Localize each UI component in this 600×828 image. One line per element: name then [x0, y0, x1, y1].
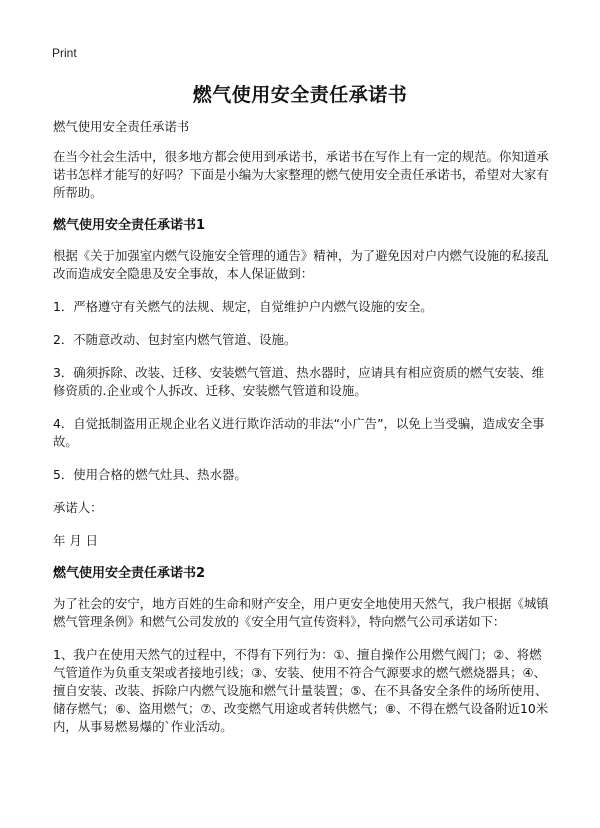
document-title: 燃气使用安全责任承诺书	[192, 84, 408, 106]
list-item: 4．自觉抵制盗用正规企业名义进行欺诈活动的非法“小广告”，以免上当受骗，造成安全事故。	[53, 416, 545, 449]
list-item: 1、我户在使用天然气的过程中，不得有下列行为：①、擅自操作公用燃气阀门；②、将燃气管道作为负重支架或者接地引线；③、安装、使用不符合气源要求的燃气燃烧器具；④、擅自安装、改装、拆除户内燃气设施和燃气计量装置；⑤、在不具备安全条件的场所使用、储存燃气；⑥、盗用燃气；⑦、改变燃气用途或者转供燃气；⑧、不得在燃气设备附近10米内，从事易燃易爆的`作业活动。	[53, 647, 549, 734]
list-item: 2．不随意改动、包封室内燃气管道、设施。	[53, 332, 297, 347]
section-lead: 为了社会的安宁，地方百姓的生命和财产安全，用户更安全地使用天然气，我户根据《城镇燃气管理条例》和燃气公司发放的《安全用气宣传资料》，特向燃气公司承诺如下：	[53, 596, 549, 629]
list-item: 1．严格遵守有关燃气的法规、规定，自觉维护户内燃气设施的安全。	[53, 299, 433, 314]
section-lead: 根据《关于加强室内燃气设施安全管理的通告》精神，为了避免因对户内燃气设施的私接乱改而造成安全隐患及安全事故，本人保证做到：	[53, 248, 549, 281]
intro-paragraph: 在当今社会生活中，很多地方都会使用到承诺书，承诺书在写作上有一定的规范。你知道承诺书怎样才能写的好吗？下面是小编为大家整理的燃气使用安全责任承诺书，希望对大家有所帮助。	[53, 149, 549, 200]
section-heading: 燃气使用安全责任承诺书1	[53, 218, 206, 233]
print-label: Print	[52, 46, 77, 60]
list-item: 5．使用合格的燃气灶具、热水器。	[53, 467, 247, 482]
subtitle-paragraph: 燃气使用安全责任承诺书	[53, 119, 190, 134]
signer-line: 承诺人：	[53, 500, 103, 515]
list-item: 3．确须拆除、改装、迁移、安装燃气管道、热水器时，应请具有相应资质的燃气安装、维修资质的.企业或个人拆改、迁移、安装燃气管道和设施。	[53, 365, 545, 398]
document-body	[53, 118, 553, 736]
section-1	[53, 217, 553, 550]
section-2	[53, 565, 553, 736]
date-line: 年 月 日	[53, 533, 99, 548]
section-heading: 燃气使用安全责任承诺书2	[53, 566, 206, 581]
